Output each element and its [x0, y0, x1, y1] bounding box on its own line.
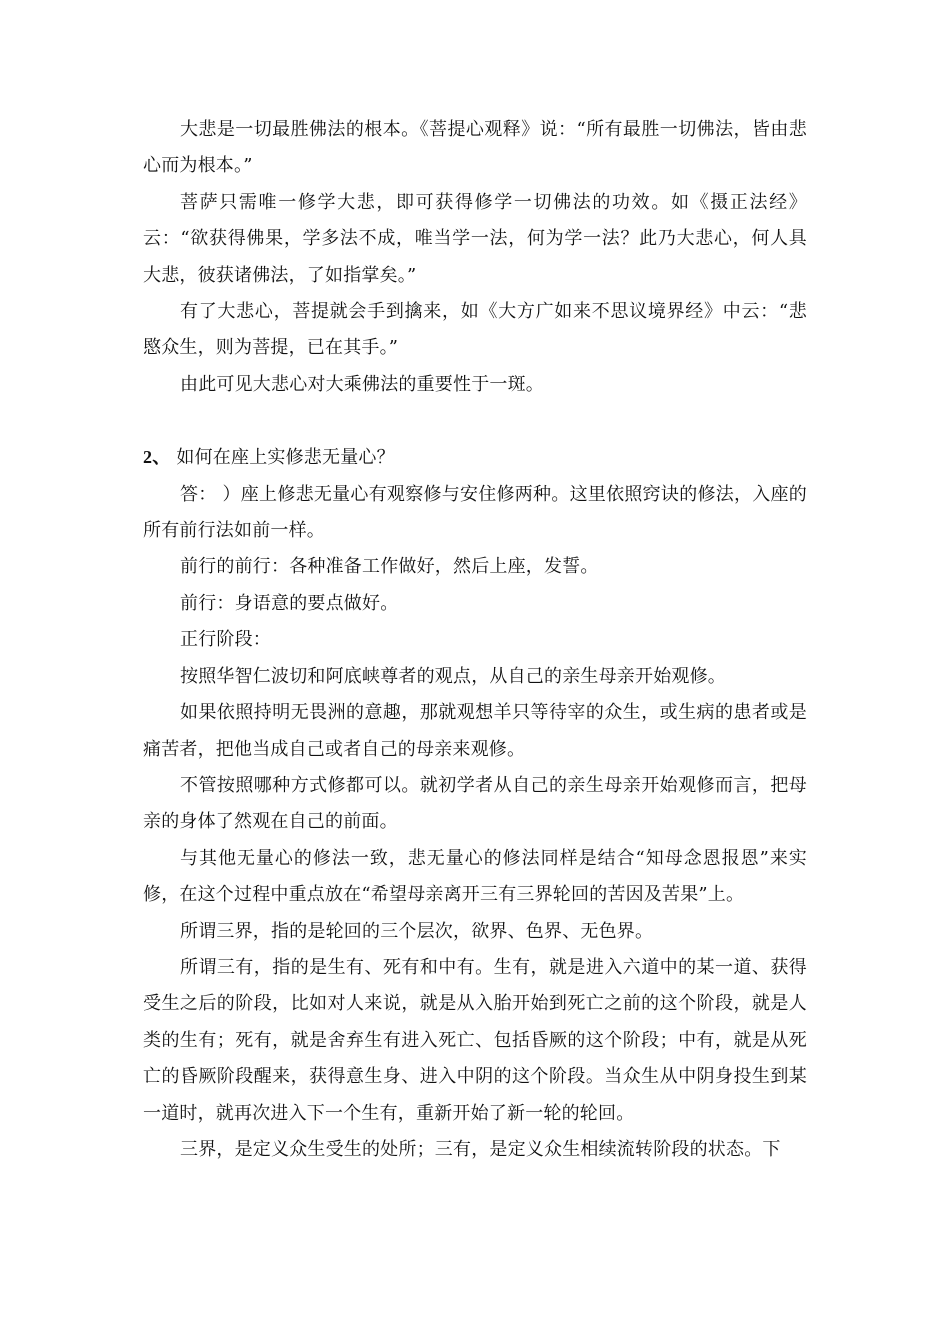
paragraph: 与其他无量心的修法一致，悲无量心的修法同样是结合“知母念恩报恩”来实修，在这个过程中重点放在“希望母亲离开三有三界轮回的苦因及苦果”上。 — [143, 847, 807, 906]
section-spacer — [143, 403, 807, 439]
paragraph: 大悲是一切最胜佛法的根本。《菩提心观释》说：“所有最胜一切佛法，皆由悲心而为根本。” — [143, 119, 807, 177]
paragraph: 正行阶段： — [180, 629, 271, 651]
paragraph: 如果依照持明无畏洲的意趣，那就观想羊只等待宰的众生，或生病的患者或是痛苦者，把他当成自己或者自己的母亲来观修。 — [143, 702, 807, 760]
section-number: 2、 — [143, 447, 171, 468]
paragraph: 前行：身语意的要点做好。 — [180, 592, 399, 614]
paragraph: 菩萨只需唯一修学大悲，即可获得修学一切佛法的功效。如《摄正法经》云：“欲获得佛果，学多法不成，唯当学一法，何为学一法？此乃大悲心，何人具大悲，彼获诸佛法，了如指掌矣。” — [143, 191, 807, 286]
section-title: 如何在座上实修悲无量心？ — [176, 447, 395, 469]
paragraph: 有了大悲心，菩提就会手到擒来，如《大方广如来不思议境界经》中云：“悲愍众生，则为菩提，已在其手。” — [143, 301, 807, 359]
paragraph: 前行的前行：各种准备工作做好，然后上座，发誓。 — [180, 556, 599, 578]
paragraph: 按照华智仁波切和阿底峡尊者的观点，从自己的亲生母亲开始观修。 — [180, 665, 726, 687]
paragraph: 答： ）座上修悲无量心有观察修与安住修两种。这里依照窍诀的修法，入座的所有前行法如前一样。 — [143, 483, 807, 542]
paragraph: 不管按照哪种方式修都可以。就初学者从自己的亲生母亲开始观修而言，把母亲的身体了然观在自己的前面。 — [143, 774, 807, 833]
section-heading — [143, 439, 807, 476]
paragraph: 由此可见大悲心对大乘佛法的重要性于一斑。 — [180, 373, 544, 395]
document-page — [143, 112, 807, 1168]
paragraph: 所谓三界，指的是轮回的三个层次，欲界、色界、无色界。 — [180, 920, 654, 942]
paragraph: 所谓三有，指的是生有、死有和中有。生有，就是进入六道中的某一道、获得受生之后的阶段，比如对人来说，就是从入胎开始到死亡之前的这个阶段，就是人类的生有；死有，就是舍弃生有进入死亡、包括昏厥的这个阶段；中有，就是从死亡的昏厥阶段醒来，获得意生身、进入中阴的这个阶段。当众生从中阴身投生到某一道时，就再次进入下一个生有，重新开始了新一轮的轮回。 — [143, 956, 807, 1124]
paragraph: 三界，是定义众生受生的处所；三有，是定义众生相续流转阶段的状态。下 — [180, 1138, 781, 1160]
